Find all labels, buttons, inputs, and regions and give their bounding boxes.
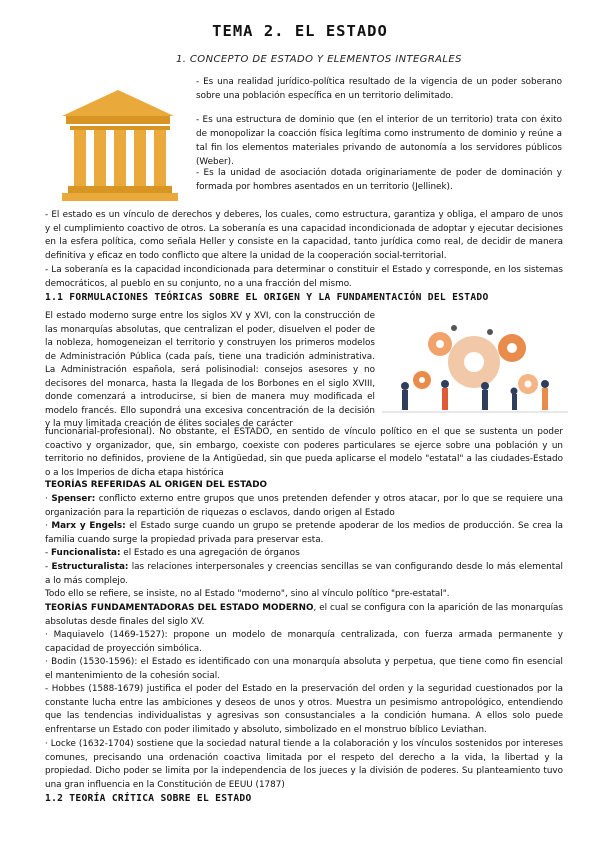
list-item: · Maquiavelo (1469-1527): propone un modelo de monarquía centralizada, con fuerza armada permanente y capacidad de proyección simbólica.: [45, 630, 563, 654]
paragraph-vinculo: - El estado es un vínculo de derechos y deberes, los cuales, como estructura, garantiza y obliga, el amparo de unos y el cumplimiento coactivo de otros. La soberanía es una capacidad incondicionada de adoptar y ejecutar decisiones en la esfera política, como señala Heller y consiste en la capacidad, tanto jurídica como real, de decidir de manera definitiva y eficaz en todo conflicto que altere la unidad de la cooperación social-territorial.: [45, 210, 563, 261]
list-bullet: -: [45, 562, 52, 572]
list-item: [45, 547, 563, 561]
author-text: el Estado surge cuando un grupo se pretende apoderar de los medios de producción. Se crea la familia cuando surge la propiedad privada para preservar esta.: [45, 521, 564, 545]
list-item: [45, 561, 563, 588]
list-item: [45, 493, 563, 520]
author-name: Marx y Engels:: [51, 521, 126, 531]
paragraph-pre-estatal: Todo ello se refiere, se insiste, no al Estado "moderno", sino al vínculo político "pre-estatal".: [45, 589, 450, 599]
heading-1-2: 1.2 TEORÍA CRÍTICA SOBRE EL ESTADO: [45, 793, 252, 804]
paragraph-estado-moderno: El estado moderno surge entre los siglos XV y XVI, con la construcción de las monarquías absolutas, que centralizan el poder, disuelven el poder de la nobleza, homogeneizan el territorio y construyen los primeros modelos de Administración Pública (cada país, tiene una tradición administrativa. La Administración española, será polisinodial: consejos asesores y no decisores del monarca, hasta la llegada de los Borbones en el siglo XVIII, donde comenzará a introducirse, si bien de manera muy modificada el modelo francés. Ello supondrá una excesiva concentración de la decisión y la muy limitada creación de élites sociales de carácter: [45, 311, 375, 429]
intro-definition-1: - Es una realidad jurídico-política resultado de la vigencia de un poder soberano sobre una población específica en un territorio delimitado.: [196, 77, 562, 101]
author-name: Funcionalista:: [50, 548, 121, 558]
section-subtitle: 1. CONCEPTO DE ESTADO Y ELEMENTOS INTEGRALES: [176, 54, 462, 65]
author-name: Estructuralista:: [51, 562, 129, 572]
author-name: Spenser:: [51, 494, 96, 504]
list-bullet: ·: [45, 494, 52, 504]
author-text: conflicto externo entre grupos que unos pretenden defender y otros atacar, por lo que se requiere una organización para la repartición de riquezas o esclavos, dando origen al Estado: [45, 494, 563, 518]
page-title: TEMA 2. EL ESTADO: [212, 22, 388, 40]
intro-definition-3: - Es la unidad de asociación dotada originariamente de poder de dominación y formada por hombres asentados en un territorio (Jellinek).: [196, 168, 562, 192]
author-text: el Estado es una agregación de órganos: [120, 548, 300, 558]
list-item: · Locke (1632-1704) sostiene que la sociedad natural tiende a la colaboración y los vínculos sostenidos por intereses comunes, precisando una ordenación coactiva limitada por el respeto del derecho a la vida, la libertad y la propiedad. Dicho poder se limita por la independencia de los jueces y la división de poderes. Su planteamiento tuvo una gran influencia en la Constitución de EEUU (1787): [45, 739, 563, 790]
gears-illustration-icon: [382, 318, 568, 418]
list-item: [45, 520, 563, 547]
paragraph-estado-moderno-cont: funcionarial-profesional). No obstante, el ESTADO, en sentido de vínculo político en el que se sustenta un poder coactivo y organizador, que, sin embargo, coexiste con poderes particulares se ejerce sobre una población y un territorio no definidos, proviene de la Antigüedad, sin que pueda aplicarse el modelo "estatal" a las ciudades-Estado o a los Imperios de dicha etapa histórica: [45, 427, 563, 478]
paragraph-soberania: - La soberanía es la capacidad incondicionada para determinar o constituir el Estado y corresponde, en los sistemas democráticos, al pueblo en su conjunto, no a una fracción del mismo.: [45, 265, 563, 289]
list-item: - Hobbes (1588-1679) justifica el poder del Estado en la preservación del orden y la seguridad cuestionados por la constante lucha entre las ambiciones y deseos de unos y otros. Muestra un pesimismo antropológico, entendiendo que las tendencias individualistas y agresivas son consustanciales a la condición humana. A ellos solo puede enfrentarse un Estado con poder ilimitado y absoluto, simbolizado en el monstruo bíblico Leviathan.: [45, 684, 563, 735]
list-bullet: -: [45, 548, 51, 558]
list-bullet: ·: [45, 521, 52, 531]
heading-teorias-fundamentadoras: TEORÍAS FUNDAMENTADORAS DEL ESTADO MODERNO: [45, 603, 314, 613]
author-text: las relaciones interpersonales y creencias sencillas se van configurando desde lo más elemental a lo más complejo.: [45, 562, 563, 586]
paragraph-fundamentadoras: [45, 602, 563, 629]
intro-definition-2: - Es una estructura de dominio que (en el interior de un territorio) trata con éxito de monopolizar la coacción física legítima como instrumento de dominio y reúne a tal fin los elementos materiales privando de autonomía a los servidores públicos (Weber).: [196, 115, 562, 167]
fundamentadoras-intro: , el cual se configura con la aparición de las monarquías absolutas desde finales del siglo XV.: [45, 603, 564, 627]
heading-1-1: 1.1 FORMULACIONES TEÓRICAS SOBRE EL ORIGEN Y LA FUNDAMENTACIÓN DEL ESTADO: [45, 292, 489, 303]
heading-teorias-origen: TEORÍAS REFERIDAS AL ORIGEN DEL ESTADO: [45, 480, 267, 490]
list-item: · Bodin (1530-1596): el Estado es identificado con una monarquía absoluta y perpetua, que tiene como fin esencial el mantenimiento de la cohesión social.: [45, 657, 563, 681]
greek-temple-icon: [58, 86, 178, 204]
